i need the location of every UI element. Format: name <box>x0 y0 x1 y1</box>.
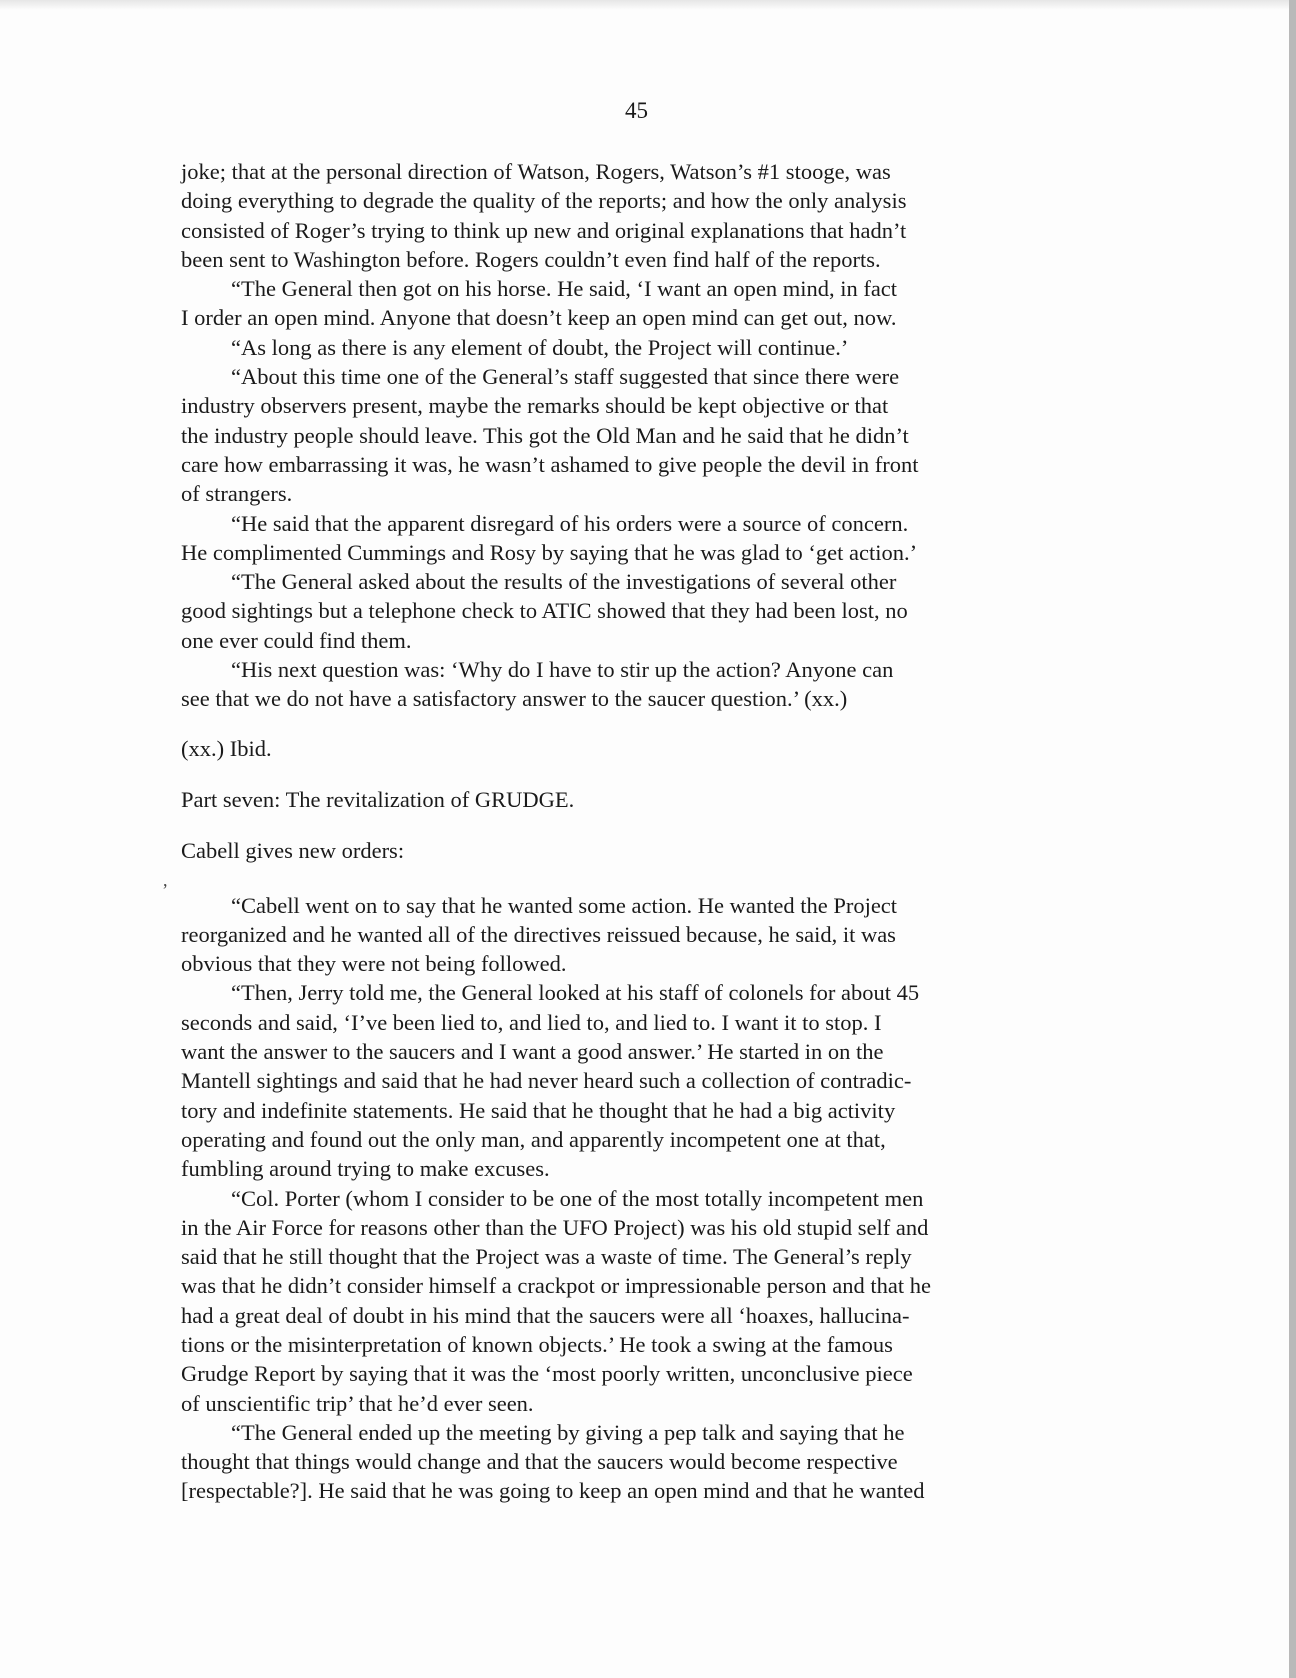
text-line: industry observers present, maybe the remarks should be kept objective or that <box>181 393 889 419</box>
text-line: was that he didn’t consider himself a crackpot or impressionable person and that he <box>181 1273 931 1299</box>
text-line: “His next question was: ‘Why do I have to stir up the action? Anyone can <box>231 657 894 683</box>
text-line: “The General then got on his horse. He said, ‘I want an open mind, in fact <box>231 276 898 302</box>
text-line: been sent to Washington before. Rogers couldn’t even find half of the reports. <box>181 246 881 272</box>
page-number: 45 <box>625 98 648 123</box>
text-line: reorganized and he wanted all of the directives reissued because, he said, it was <box>181 921 896 947</box>
text-line: good sightings but a telephone check to ATIC showed that they had been lost, no <box>181 598 908 624</box>
text-line: obvious that they were not being followed. <box>181 951 567 977</box>
section-heading: Part seven: The revitalization of GRUDGE. <box>181 786 575 812</box>
text-line: “As long as there is any element of doubt, the Project will continue.’ <box>231 334 849 360</box>
text-line: consisted of Roger’s trying to think up new and original explanations that hadn’t <box>181 217 907 243</box>
text-line: Grudge Report by saying that it was the ‘most poorly written, unconclusive piece <box>181 1361 913 1387</box>
text-line: one ever could find them. <box>181 627 412 653</box>
text-line: had a great deal of doubt in his mind that the saucers were all ‘hoaxes, hallucina- <box>181 1302 910 1328</box>
scan-right-edge <box>1289 0 1296 1678</box>
text-line: I order an open mind. Anyone that doesn’t keep an open mind can get out, now. <box>181 305 897 331</box>
body-text <box>181 157 1041 1506</box>
text-line: fumbling around trying to make excuses. <box>181 1156 550 1182</box>
text-line: of unscientific trip’ that he’d ever seen. <box>181 1390 534 1416</box>
text-line: thought that things would change and that the saucers would become respective <box>181 1449 898 1475</box>
text-line: “Col. Porter (whom I consider to be one of the most totally incompetent men <box>231 1185 924 1211</box>
text-line: [respectable?]. He said that he was going to keep an open mind and that he wanted <box>181 1478 925 1504</box>
text-line: of strangers. <box>181 481 293 507</box>
text-line: the industry people should leave. This got the Old Man and he said that he didn’t <box>181 422 909 448</box>
text-line: doing everything to degrade the quality of the reports; and how the only analysis <box>181 188 907 214</box>
text-line: care how embarrassing it was, he wasn’t ashamed to give people the devil in front <box>181 451 919 477</box>
text-line: want the answer to the saucers and I want a good answer.’ He started in on the <box>181 1039 884 1065</box>
text-line: “Then, Jerry told me, the General looked at his staff of colonels for about 45 <box>231 980 920 1006</box>
text-line: “Cabell went on to say that he wanted some action. He wanted the Project <box>231 892 898 918</box>
text-line: Mantell sightings and said that he had never heard such a collection of contradic- <box>181 1068 912 1094</box>
text-line: joke; that at the personal direction of Watson, Rogers, Watson’s #1 stooge, was <box>181 159 891 184</box>
text-line: said that he still thought that the Project was a waste of time. The General’s reply <box>181 1244 912 1270</box>
text-line: operating and found out the only man, and apparently incompetent one at that, <box>181 1126 886 1152</box>
text-line: tory and indefinite statements. He said that he thought that he had a big activity <box>181 1097 896 1123</box>
text-line: He complimented Cummings and Rosy by saying that he was glad to ‘get action.’ <box>181 539 918 565</box>
stray-mark: , <box>163 870 168 890</box>
subsection-heading: Cabell gives new orders: <box>181 838 405 864</box>
text-line: “The General asked about the results of the investigations of several other <box>231 569 897 595</box>
text-line: in the Air Force for reasons other than the UFO Project) was his old stupid self and <box>181 1214 929 1240</box>
text-line: “About this time one of the General’s staff suggested that since there were <box>231 364 900 390</box>
text-line: see that we do not have a satisfactory answer to the saucer question.’ (xx.) <box>181 686 848 712</box>
text-line: tions or the misinterpretation of known objects.’ He took a swing at the famous <box>181 1331 893 1357</box>
text-line: seconds and said, ‘I’ve been lied to, and lied to, and lied to. I want it to stop. I <box>181 1009 882 1035</box>
text-line: “The General ended up the meeting by giving a pep talk and saying that he <box>231 1419 905 1445</box>
scan-top-shadow <box>0 0 1296 10</box>
footnote: (xx.) Ibid. <box>181 735 272 761</box>
text-line: “He said that the apparent disregard of his orders were a source of concern. <box>231 510 909 536</box>
